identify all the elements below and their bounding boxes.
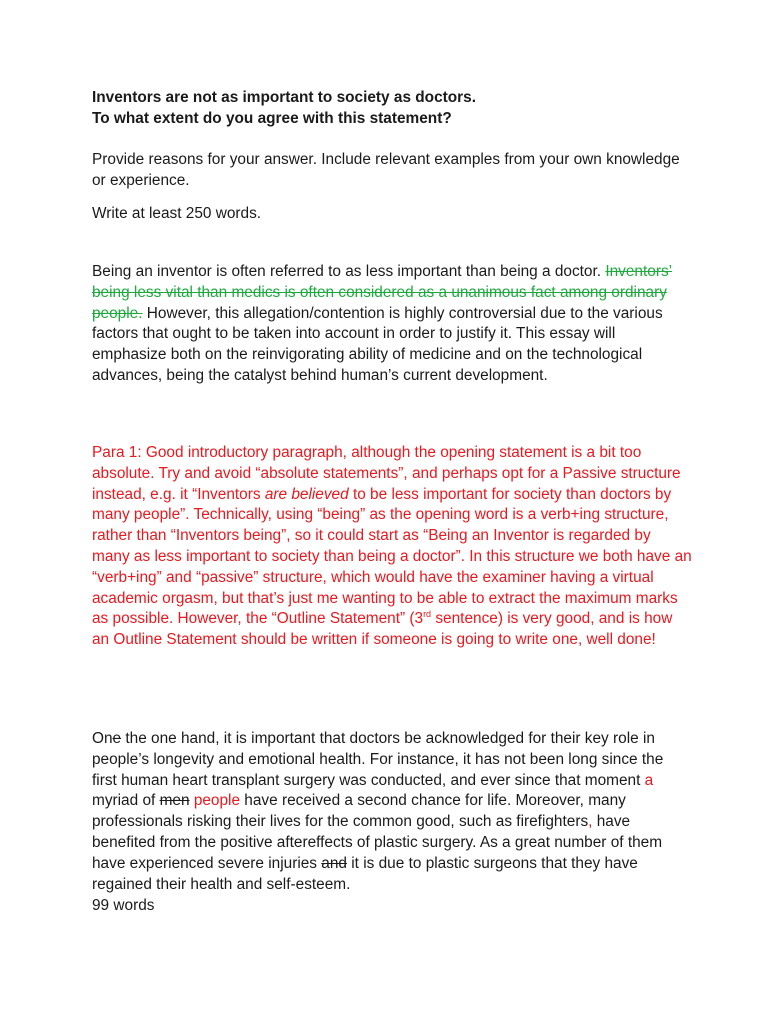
insertion-mark: a — [644, 771, 654, 789]
body-text: have received a second chance for life. Moreover, many professionals risking their lives for the common good, such as firefighters — [92, 792, 626, 831]
body-text: On — [92, 730, 113, 747]
teacher-feedback — [92, 443, 692, 651]
feedback-part-b: to be less important for society than doctors by many people”. Technically, using “being” as the opening word is a verb+ing structure, rather than “Inventors being”, so it could start as “Being an Inventor is regarded by many as less important to society than being a doctor”. In this structure we both have an “verb+ing” and “passive” structure, which would have the examiner having a virtual academic orgasm, but that’s just me wanting to be able to extract the maximum marks as possible. However, the “Outline Statement” (3 — [92, 485, 692, 628]
feedback-part-c: sentence) is very good, and is how an Outline Statement should be written if someone is going to write one, well done! — [92, 610, 673, 649]
question-line-2: To what extent do you agree with this statement? — [92, 109, 452, 127]
body-text: myriad of — [92, 792, 160, 810]
deletion-mark: and — [321, 854, 347, 872]
intro-paragraph — [92, 262, 692, 387]
body-paragraph — [92, 729, 692, 895]
body-text: it is due to plastic surgeons that they have regained their health and self-esteem. — [92, 854, 638, 893]
feedback-italic: are believed — [264, 485, 349, 503]
deletion-mark: e — [112, 730, 122, 747]
feedback-part-a: Para 1: Good introductory paragraph, although the opening statement is a bit too absolute. Try and avoid “absolute statements”, and perhaps opt for a Passive structure instead, e.g. it “Inventors — [92, 444, 681, 503]
instructions-word-count: Write at least 250 words. — [92, 205, 262, 222]
intro-rest: However, this allegation/contention is highly controversial due to the various factors that ought to be taken into account in order to justify it. This essay will emphasize both on the reinvigorating ability of medicine and on the technological advances, being the catalyst behind human’s current development. — [92, 304, 663, 384]
deletion-mark: men — [159, 792, 190, 810]
insertion-mark: , — [588, 813, 593, 831]
body-text: have benefited from the positive aftereffects of plastic surgery. As a great number of them have experienced severe injuries — [92, 813, 663, 872]
essay-question — [92, 88, 692, 130]
intro-sentence-1: Being an inventor is often referred to as less important than being a doctor. — [92, 263, 602, 280]
instructions-reasons: Provide reasons for your answer. Include relevant examples from your own knowledge or experience. — [92, 151, 680, 189]
body-text: the one hand, it is important that doctors be acknowledged for their key role in people’s longevity and emotional health. For instance, it has not been long since the first human heart transplant surgery was conducted, and ever since that moment — [92, 730, 664, 789]
intro-struck-sentence: Inventors’ being less vital than medics is often considered as a unanimous fact among ordinary people. — [92, 263, 673, 322]
question-line-1: Inventors are not as important to society as doctors. — [92, 89, 476, 106]
insertion-mark: people — [193, 792, 241, 810]
feedback-superscript: rd — [423, 609, 432, 620]
word-count: 99 words — [92, 897, 155, 914]
